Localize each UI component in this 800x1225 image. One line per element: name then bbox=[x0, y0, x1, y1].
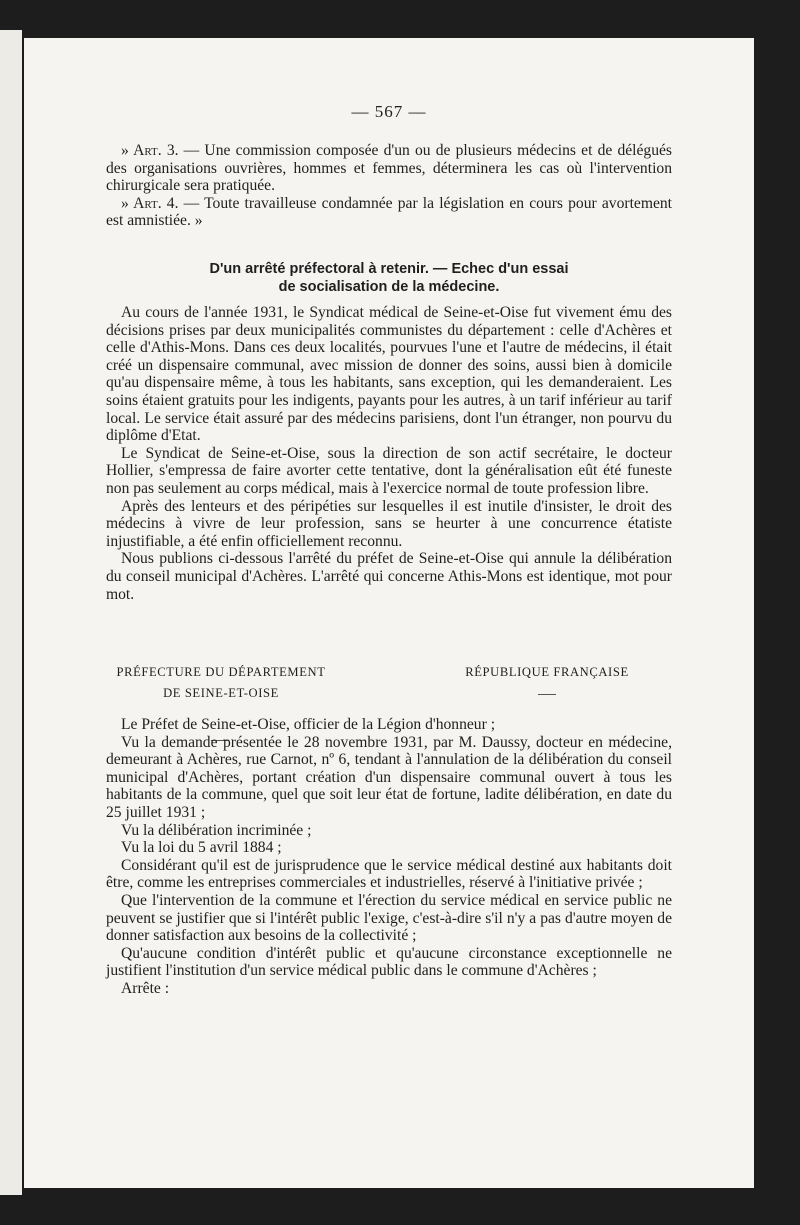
decree-paragraph: Vu la loi du 5 avril 1884 ; bbox=[121, 839, 282, 857]
prefecture-left-line2: DE SEINE-ET-OISE bbox=[163, 686, 279, 700]
section-heading-line2: de socialisation de la médecine. bbox=[278, 279, 500, 295]
decree-paragraph: Le Préfet de Seine-et-Oise, officier de la Légion d'honneur ; bbox=[121, 716, 496, 733]
body-text bbox=[106, 304, 672, 603]
article-4-text: — Toute travailleuse condamnée par la législation en cours pour avortement est amnistiée. » bbox=[106, 194, 673, 230]
body-paragraph: Au cours de l'année 1931, le Syndicat médical de Seine-et-Oise fut vivement ému des décisions prises par deux municipalités communistes du département : celle d'Achères et celle d'Athis-Mons. Dans ces deux localités, pourvues l'une et l'autre de médecins, il était créé un dispensaire communal, avec mission de donner des soins, aussi bien à domicile qu'au dispensaire même, à tous les habitants, sans exception, qui les demanderaient. Les soins étaient gratuits pour les indigents, payants pour les autres, à un tarif inférieur au tarif local. Le service était assuré par des médecins parisiens, dont l'un étranger, non pourvu du diplôme d'Etat. bbox=[106, 304, 672, 445]
prefecture-header bbox=[106, 662, 672, 722]
section-heading-line1: D'un arrêté préfectoral à retenir. — Echec d'un essai bbox=[209, 261, 569, 277]
article-4-label: » Art. 4. bbox=[121, 194, 179, 212]
document-page bbox=[24, 38, 754, 1188]
article-4 bbox=[106, 195, 672, 230]
prefecture-right bbox=[422, 662, 672, 704]
body-paragraph: Le Syndicat de Seine-et-Oise, sous la direction de son actif secrétaire, le docteur Hollier, s'empressa de faire avorter cette tentative, dont la généralisation eût été funeste non pas seulement au corps médical, mais à l'exercice normal de toute profession libre. bbox=[106, 444, 672, 497]
prefecture-right-line1: RÉPUBLIQUE FRANÇAISE bbox=[465, 665, 629, 679]
prefecture-left-line1: PRÉFECTURE DU DÉPARTEMENT bbox=[116, 665, 326, 679]
decree-paragraph: Vu la demande présentée le 28 novembre 1931, par M. Daussy, docteur en médecine, demeurant à Achères, rue Carnot, nº 6, tendant à l'annulation de la délibération du conseil municipal d'Achères, portant création d'un dispensaire communal ouvert à tous les habitants de la commune, quel que soit leur état de fortune, ladite délibération, en date du 25 juillet 1931 ; bbox=[106, 733, 672, 821]
decree-paragraph: Considérant qu'il est de jurisprudence que le service médical destiné aux habitants doit être, comme les entreprises commerciales et industrielles, réservé à l'initiative privée ; bbox=[106, 856, 672, 892]
page-number: — 567 — bbox=[351, 102, 427, 121]
section-heading bbox=[106, 260, 672, 296]
decree-paragraph: Que l'intervention de la commune et l'érection du service médical en service public ne peuvent se justifier que si l'intérêt public l'exige, c'est-à-dire s'il n'y a pas d'autre moyen de donner satisfaction aux besoins de la collectivité ; bbox=[106, 891, 672, 945]
article-3-label: » Art. 3. bbox=[121, 142, 179, 159]
prefecture-right-dash bbox=[422, 683, 672, 704]
decree-paragraph: Arrête : bbox=[121, 979, 170, 997]
decree-paragraph: Vu la délibération incriminée ; bbox=[121, 821, 312, 839]
decree-paragraph: Qu'aucune condition d'intérêt public et qu'aucune circonstance exceptionnelle ne justifient l'institution d'un service médical public dans le commune d'Achères ; bbox=[106, 944, 672, 980]
body-paragraph: Nous publions ci-dessous l'arrêté du préfet de Seine-et-Oise qui annule la délibération du conseil municipal d'Achères. L'arrêté qui concerne Athis-Mons est identique, mot pour mot. bbox=[106, 550, 672, 603]
body-paragraph: Après des lenteurs et des péripéties sur lesquelles il est inutile d'insister, le droit des médecins à vivre de leur profession, sans se heurter à une concurrence étatiste injustifiable, a été enfin officiellement reconnu. bbox=[106, 497, 672, 550]
articles-block bbox=[106, 142, 672, 230]
article-3-text: — Une commission composée d'un ou de plusieurs médecins et de délégués des organisations ouvrières, hommes et femmes, déterminera les cas où l'intervention chirurgicale sera pratiquée. bbox=[106, 142, 673, 195]
article-3 bbox=[106, 142, 672, 195]
scan-left-edge bbox=[0, 30, 22, 1195]
decree-text bbox=[106, 716, 672, 998]
prefecture-left bbox=[106, 662, 336, 704]
